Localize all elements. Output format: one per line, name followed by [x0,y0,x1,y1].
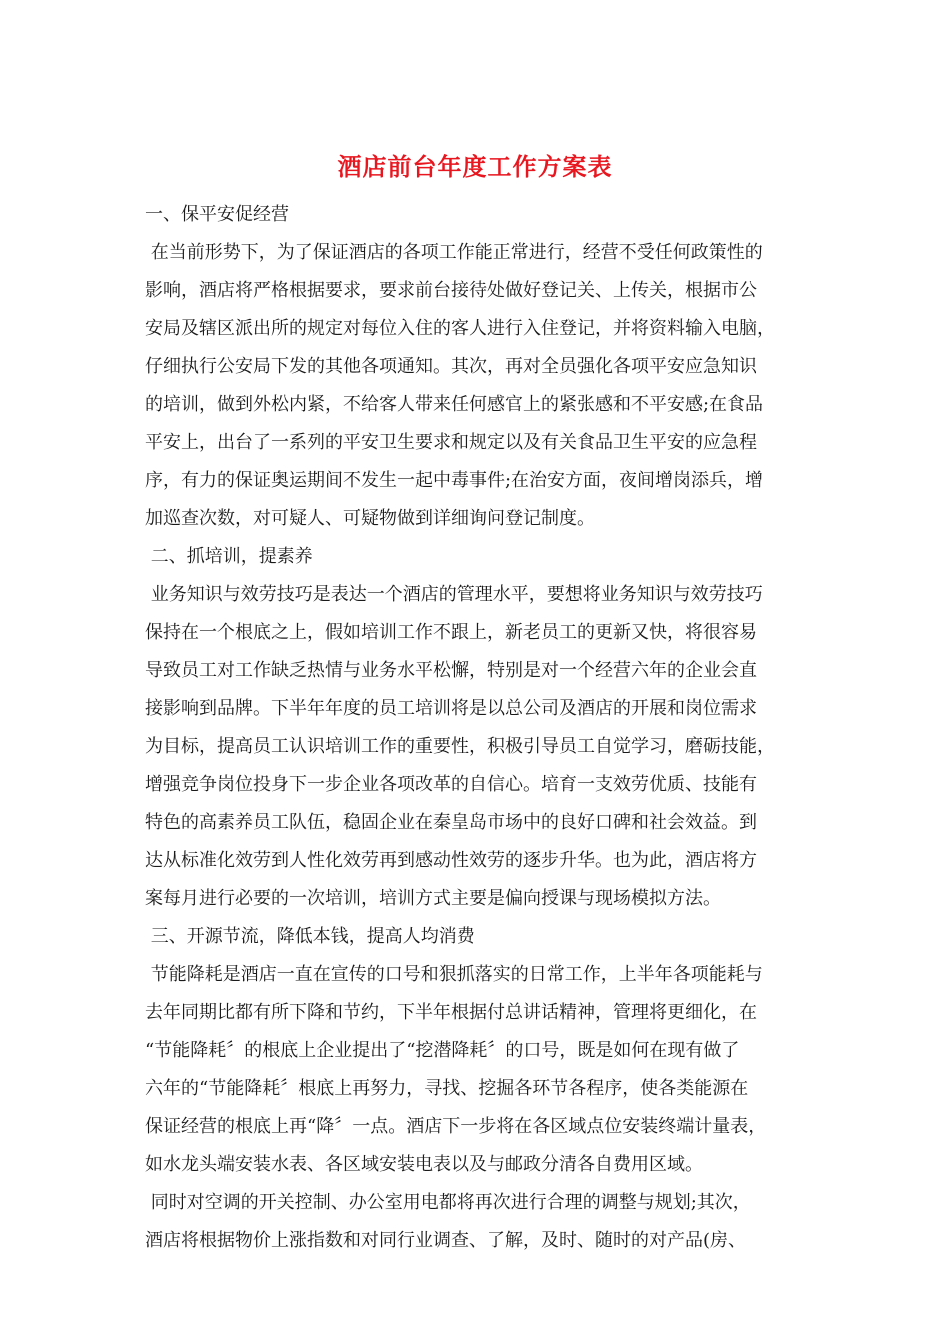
text-line: 三、开源节流，降低本钱，提高人均消费 [145,926,475,947]
text-line: 为目标，提高员工认识培训工作的重要性，积极引导员工自觉学习，磨砺技能， [145,736,775,757]
text-line: 序，有力的保证奥运期间不发生一起中毒事件;在治安方面，夜间增岗添兵，增 [145,470,764,491]
document-title: 酒店前台年度工作方案表 [337,152,613,181]
text-line: 业务知识与效劳技巧是表达一个酒店的管理水平，要想将业务知识与效劳技巧 [145,584,763,605]
text-line: 保持在一个根底之上，假如培训工作不跟上，新老员工的更新又快，将很容易 [145,622,757,643]
text-line: 仔细执行公安局下发的其他各项通知。其次，再对全员强化各项平安应急知识 [145,356,757,377]
text-line: 加巡查次数，对可疑人、可疑物做到详细询问登记制度。 [145,508,595,529]
text-line: 案每月进行必要的一次培训，培训方式主要是偏向授课与现场模拟方法。 [145,888,721,909]
text-line: 节能降耗是酒店一直在宣传的口号和狠抓落实的日常工作，上半年各项能耗与 [145,964,763,985]
text-line: 增强竞争岗位投身下一步企业各项改革的自信心。培育一支效劳优质、技能有 [145,774,757,795]
text-line: 在当前形势下，为了保证酒店的各项工作能正常进行，经营不受任何政策性的 [145,242,763,263]
text-line: “节能降耗〞的根底上企业提出了“挖潜降耗〞的口号，既是如何在现有做了 [145,1040,740,1061]
text-line: 达从标准化效劳到人性化效劳再到感动性效劳的逐步升华。也为此，酒店将方 [145,850,757,871]
document-body [145,196,807,1260]
text-line: 平安上，出台了一系列的平安卫生要求和规定以及有关食品卫生平安的应急程 [145,432,757,453]
text-line: 同时对空调的开关控制、办公室用电都将再次进行合理的调整与规划;其次， [145,1192,751,1213]
text-line: 去年同期比都有所下降和节约，下半年根据付总讲话精神，管理将更细化，在 [145,1002,757,1023]
text-line: 接影响到品牌。下半年年度的员工培训将是以总公司及酒店的开展和岗位需求 [145,698,757,719]
text-line: 特色的高素养员工队伍，稳固企业在秦皇岛市场中的良好口碑和社会效益。到 [145,812,757,833]
text-line: 影响，酒店将严格根据要求，要求前台接待处做好登记关、上传关，根据市公 [145,280,757,301]
text-line: 如水龙头端安装水表、各区域安装电表以及与邮政分清各自费用区域。 [145,1154,703,1175]
text-line: 安局及辖区派出所的规定对每位入住的客人进行入住登记，并将资料输入电脑， [145,318,775,339]
text-line: 保证经营的根底上再“降〞一点。酒店下一步将在各区域点位安装终端计量表， [145,1116,767,1137]
text-line: 六年的“节能降耗〞根底上再努力，寻找、挖掘各环节各程序，使各类能源在 [145,1078,749,1099]
text-line: 的培训，做到外松内紧，不给客人带来任何感官上的紧张感和不平安感;在食品 [145,394,764,415]
text-line: 导致员工对工作缺乏热情与业务水平松懈，特别是对一个经营六年的企业会直 [145,660,757,681]
text-line: 一、保平安促经营 [145,204,289,225]
text-line: 酒店将根据物价上涨指数和对同行业调查、了解，及时、随时的对产品(房、 [145,1230,747,1251]
text-line: 二、抓培训，提素养 [145,546,313,567]
